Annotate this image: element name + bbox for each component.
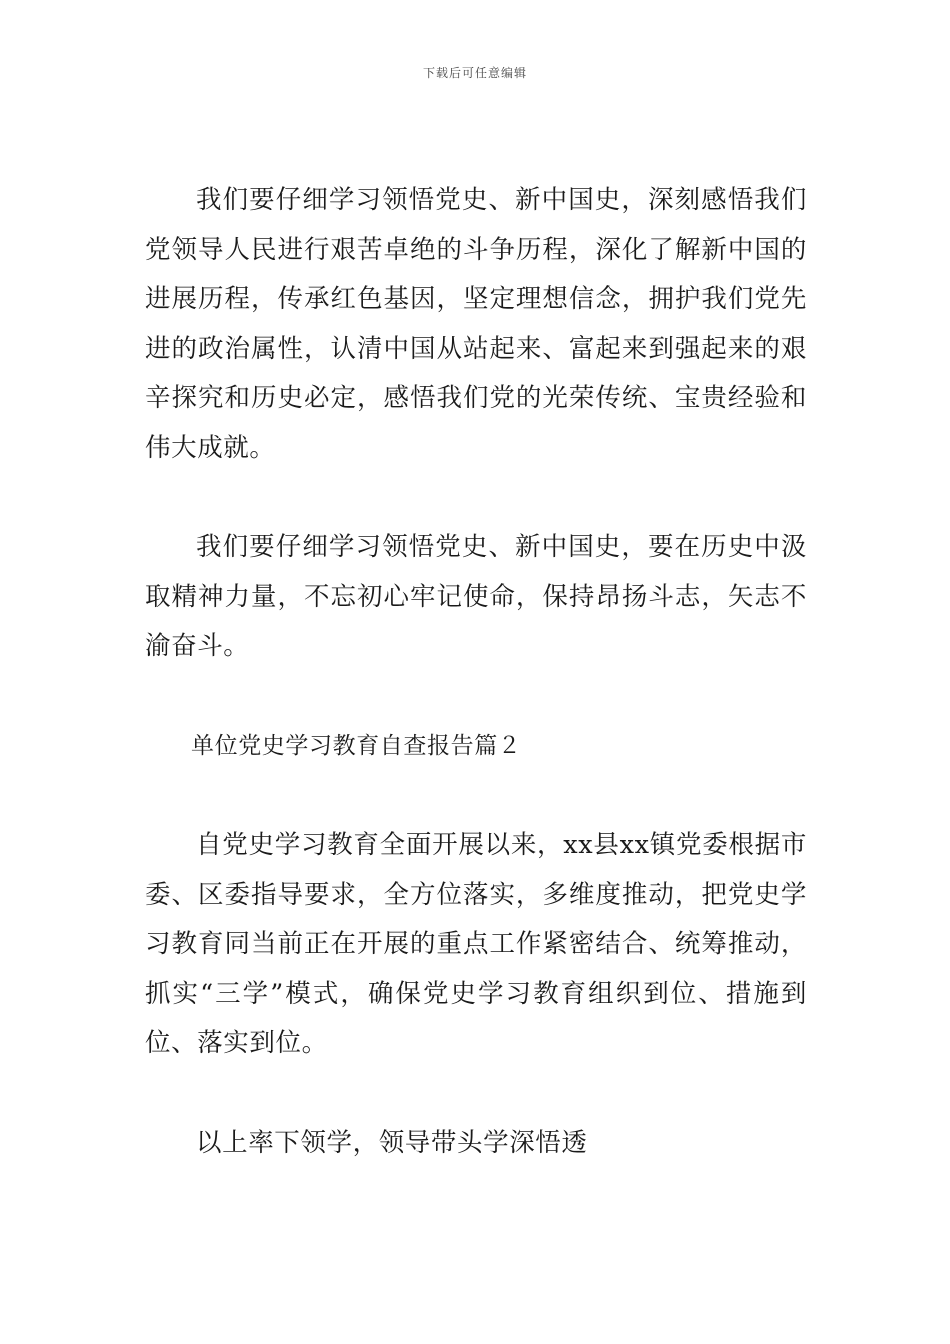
page-header: 下载后可任意编辑 [422,66,527,80]
document-body [145,176,807,1168]
paragraph-lead-by-example: 以上率下领学，领导带头学深悟透 [196,1127,588,1158]
paragraph-study-party-history: 我们要仔细学习领悟党史、新中国史，深刻感悟我们党领导人民进行艰苦卓绝的斗争历程，深化了解新中国的进展历程，传承红色基因，坚定理想信念，拥护我们党先进的政治属性，认清中国从站起来、富起来到强起来的艰辛探究和历史必定，感悟我们党的光荣传统、宝贵经验和伟大成就。 [145,185,807,463]
paragraph-self-inspection: 自党史学习教育全面开展以来，xx县xx镇党委根据市委、区委指导要求，全方位落实，多维度推动，把党史学习教育同当前正在开展的重点工作紧密结合、统筹推动，抓实“三学”模式，确保党史学习教育组织到位、措施到位、落实到位。 [145,830,807,1058]
section-heading: 单位党史学习教育自查报告篇２ [191,732,522,759]
paragraph-draw-strength: 我们要仔细学习领悟党史、新中国史，要在历史中汲取精神力量，不忘初心牢记使命，保持昂扬斗志，矢志不渝奋斗。 [145,532,807,661]
